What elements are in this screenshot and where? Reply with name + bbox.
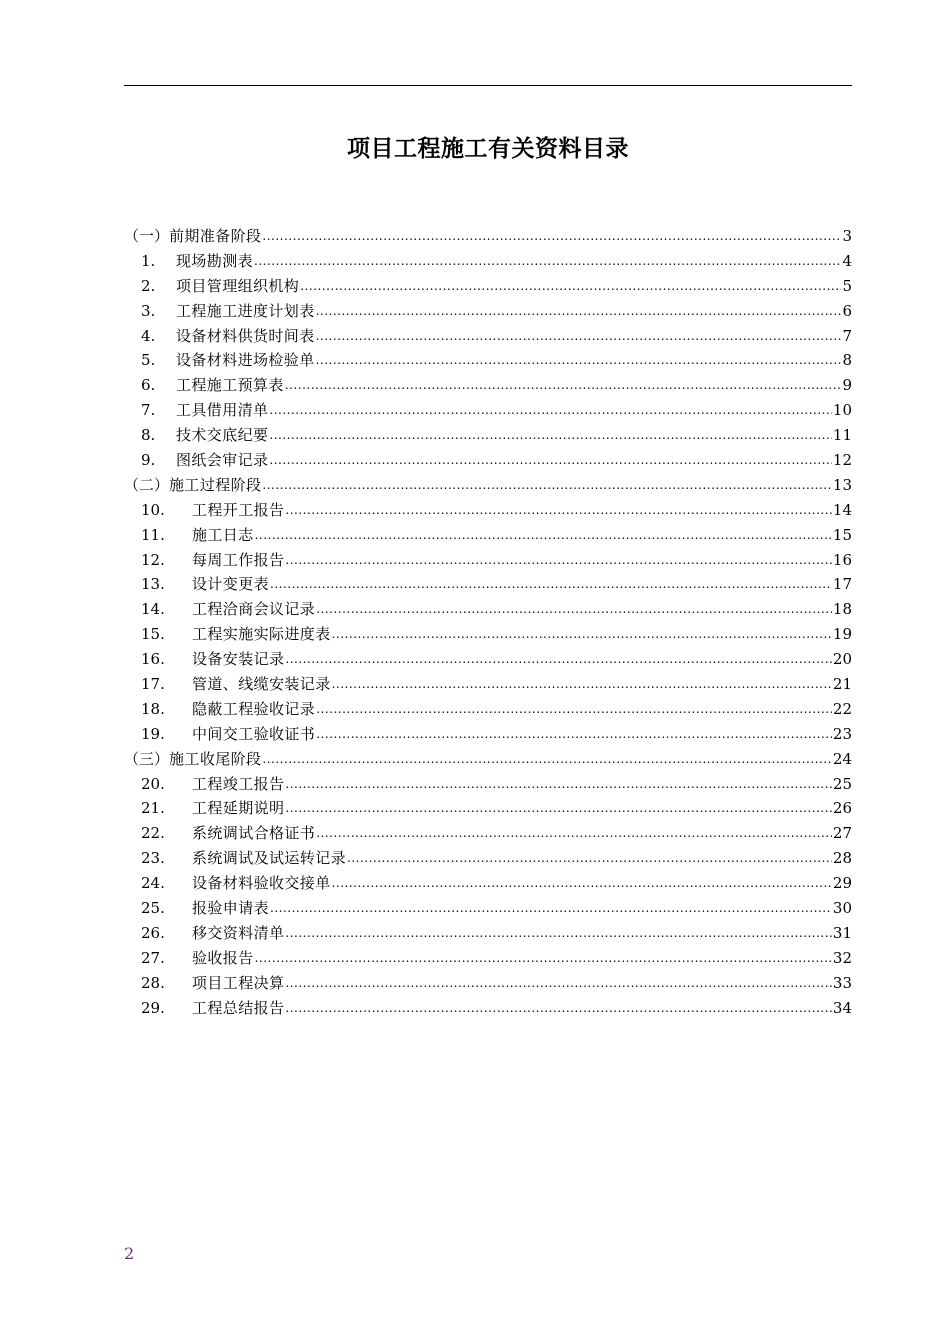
toc-label: 验收报告	[192, 948, 254, 967]
toc-label: 前期准备阶段	[169, 227, 262, 245]
toc-item-row[interactable]	[124, 921, 852, 946]
toc-number: 20.	[141, 774, 165, 793]
toc-label: 中间交工验收证书	[192, 724, 316, 743]
toc-number: 18.	[141, 699, 165, 718]
toc-number: 10.	[141, 500, 165, 519]
toc-page-number: 25	[832, 774, 852, 793]
toc-page-number: 27	[832, 824, 852, 843]
toc-label: 项目管理组织机构	[176, 276, 300, 295]
toc-number: 12.	[141, 550, 165, 569]
toc-page-number: 34	[832, 998, 852, 1017]
toc-label: 管道、线缆安装记录	[192, 675, 331, 694]
toc-page-number: 33	[832, 973, 852, 992]
toc-dot-leader	[285, 921, 832, 946]
toc-dot-leader	[285, 772, 832, 797]
toc-number: 14.	[141, 600, 165, 619]
toc-section-row[interactable]	[124, 473, 852, 498]
toc-item-row[interactable]	[124, 249, 852, 274]
toc-label: 工程总结报告	[192, 998, 285, 1017]
toc-item-row[interactable]	[124, 647, 852, 672]
toc-label: 施工收尾阶段	[169, 749, 262, 768]
toc-dot-leader	[255, 946, 832, 971]
toc-item-row[interactable]	[124, 722, 852, 747]
toc-label: 现场勘测表	[176, 251, 254, 270]
toc-number: （一）	[124, 227, 170, 245]
toc-dot-leader	[254, 249, 841, 274]
toc-page-number: 24	[832, 749, 852, 768]
toc-number: 9.	[141, 451, 156, 470]
toc-page-number: 29	[832, 874, 852, 893]
toc-item-row[interactable]	[124, 871, 852, 896]
toc-label: 移交资料清单	[192, 923, 285, 942]
toc-item-row[interactable]	[124, 821, 852, 846]
toc-item-row[interactable]	[124, 697, 852, 722]
toc-label: 每周工作报告	[192, 550, 285, 569]
toc-item-row[interactable]	[124, 672, 852, 697]
toc-page-number: 5	[842, 276, 852, 295]
toc-number: 17.	[141, 675, 165, 694]
toc-section-row[interactable]	[124, 747, 852, 772]
toc-dot-leader	[316, 697, 832, 722]
toc-number: 5.	[141, 351, 156, 370]
toc-dot-leader	[316, 821, 832, 846]
toc-dot-leader	[285, 796, 832, 821]
toc-number: 13.	[141, 575, 165, 594]
toc-label: 工程开工报告	[192, 500, 285, 519]
toc-number: 16.	[141, 650, 165, 669]
toc-label: 设备材料供货时间表	[176, 326, 315, 345]
toc-item-row[interactable]	[124, 896, 852, 921]
toc-page-number: 4	[842, 251, 852, 270]
toc-number: 28.	[141, 973, 165, 992]
toc-dot-leader	[270, 572, 832, 597]
toc-number: 19.	[141, 724, 165, 743]
toc-page-number: 21	[832, 675, 852, 694]
toc-label: 施工日志	[192, 525, 254, 544]
toc-label: 设计变更表	[192, 575, 270, 594]
toc-label: 技术交底纪要	[176, 426, 269, 445]
toc-dot-leader	[262, 473, 831, 498]
toc-number: 8.	[141, 426, 156, 445]
toc-page-number: 22	[832, 699, 852, 718]
toc-page-number: 32	[832, 948, 852, 967]
toc-number: 7.	[141, 401, 156, 420]
toc-page-number: 13	[832, 475, 852, 494]
toc-item-row[interactable]	[124, 423, 852, 448]
toc-dot-leader	[316, 299, 842, 324]
toc-label: 工程延期说明	[192, 799, 285, 818]
toc-dot-leader	[285, 647, 832, 672]
toc-number: 25.	[141, 899, 165, 918]
toc-dot-leader	[285, 971, 832, 996]
toc-number: 21.	[141, 799, 165, 818]
toc-dot-leader	[262, 747, 831, 772]
toc-item-row[interactable]	[124, 523, 852, 548]
toc-dot-leader	[316, 597, 832, 622]
toc-item-row[interactable]	[124, 996, 852, 1021]
toc-dot-leader	[316, 324, 842, 349]
toc-label: 系统调试合格证书	[192, 824, 316, 843]
toc-page-number: 9	[842, 376, 852, 395]
toc-dot-leader	[316, 348, 842, 373]
toc-dot-leader	[270, 896, 832, 921]
toc-page-number: 14	[832, 500, 852, 519]
toc-item-row[interactable]	[124, 772, 852, 797]
toc-dot-leader	[285, 498, 832, 523]
toc-dot-leader	[347, 846, 832, 871]
toc-number: 3.	[141, 301, 156, 320]
toc-item-row[interactable]	[124, 299, 852, 324]
toc-page-number: 7	[842, 326, 852, 345]
toc-number: 29.	[141, 998, 165, 1017]
toc-dot-leader	[316, 722, 832, 747]
toc-number: 23.	[141, 849, 165, 868]
toc-number: 1.	[141, 251, 156, 270]
toc-dot-leader	[269, 423, 832, 448]
toc-label: 图纸会审记录	[176, 451, 269, 470]
toc-item-row[interactable]	[124, 971, 852, 996]
toc-page-number: 26	[832, 799, 852, 818]
toc-label: 工程施工预算表	[176, 376, 284, 395]
toc-number: 6.	[141, 376, 156, 395]
toc-dot-leader	[285, 996, 832, 1021]
toc-page-number: 11	[832, 426, 852, 445]
toc-label: 系统调试及试运转记录	[192, 849, 347, 868]
toc-item-row[interactable]	[124, 498, 852, 523]
toc-number: 2.	[141, 276, 156, 295]
toc-page-number: 30	[832, 899, 852, 918]
toc-label: 设备材料验收交接单	[192, 874, 331, 893]
toc-number: 27.	[141, 948, 165, 967]
toc-page-number: 15	[832, 525, 852, 544]
header-rule	[124, 85, 852, 86]
toc-label: 施工过程阶段	[169, 475, 262, 494]
toc-dot-leader	[332, 871, 832, 896]
toc-dot-leader	[269, 448, 832, 473]
toc-item-row[interactable]	[124, 572, 852, 597]
toc-label: 工程洽商会议记录	[192, 600, 316, 619]
page-number: 2	[124, 1244, 135, 1263]
toc-label: 隐蔽工程验收记录	[192, 699, 316, 718]
toc-number: 26.	[141, 923, 165, 942]
toc-item-row[interactable]	[124, 373, 852, 398]
toc-page-number: 3	[842, 227, 852, 245]
toc-label: 报验申请表	[192, 899, 270, 918]
toc-page-number: 10	[832, 401, 852, 420]
toc-dot-leader	[285, 548, 832, 573]
toc-item-row[interactable]	[124, 622, 852, 647]
toc-item-row[interactable]	[124, 548, 852, 573]
toc-dot-leader	[262, 224, 841, 249]
toc-number: 22.	[141, 824, 165, 843]
toc-label: 工程竣工报告	[192, 774, 285, 793]
toc-page-number: 16	[832, 550, 852, 569]
toc-label: 项目工程决算	[192, 973, 285, 992]
toc-dot-leader	[255, 523, 832, 548]
table-of-contents	[124, 224, 852, 1021]
toc-number: 24.	[141, 874, 165, 893]
toc-item-row[interactable]	[124, 398, 852, 423]
toc-page-number: 18	[832, 600, 852, 619]
toc-number: （三）	[124, 749, 170, 768]
toc-page-number: 17	[832, 575, 852, 594]
toc-number: 15.	[141, 625, 165, 644]
toc-dot-leader	[300, 274, 841, 299]
toc-item-row[interactable]	[124, 348, 852, 373]
toc-page-number: 12	[832, 451, 852, 470]
toc-page-number: 23	[832, 724, 852, 743]
toc-page-number: 19	[832, 625, 852, 644]
toc-label: 工程实施实际进度表	[192, 625, 331, 644]
toc-label: 设备材料进场检验单	[176, 351, 315, 370]
toc-label: 工具借用清单	[176, 401, 269, 420]
toc-label: 设备安装记录	[192, 650, 285, 669]
toc-page-number: 20	[832, 650, 852, 669]
toc-item-row[interactable]	[124, 274, 852, 299]
toc-item-row[interactable]	[124, 946, 852, 971]
toc-page-number: 31	[832, 923, 852, 942]
page-title: 项目工程施工有关资料目录	[347, 135, 629, 162]
toc-number: （二）	[124, 475, 170, 494]
toc-page-number: 6	[842, 301, 852, 320]
toc-item-row[interactable]	[124, 796, 852, 821]
toc-section-row[interactable]	[124, 224, 852, 249]
toc-page-number: 28	[832, 849, 852, 868]
toc-number: 4.	[141, 326, 156, 345]
toc-number: 11.	[141, 525, 165, 544]
toc-item-row[interactable]	[124, 448, 852, 473]
toc-page-number: 8	[842, 351, 852, 370]
toc-item-row[interactable]	[124, 846, 852, 871]
toc-label: 工程施工进度计划表	[176, 301, 315, 320]
toc-item-row[interactable]	[124, 597, 852, 622]
toc-item-row[interactable]	[124, 324, 852, 349]
toc-dot-leader	[285, 373, 842, 398]
toc-dot-leader	[269, 398, 832, 423]
toc-dot-leader	[332, 622, 832, 647]
toc-dot-leader	[332, 672, 832, 697]
